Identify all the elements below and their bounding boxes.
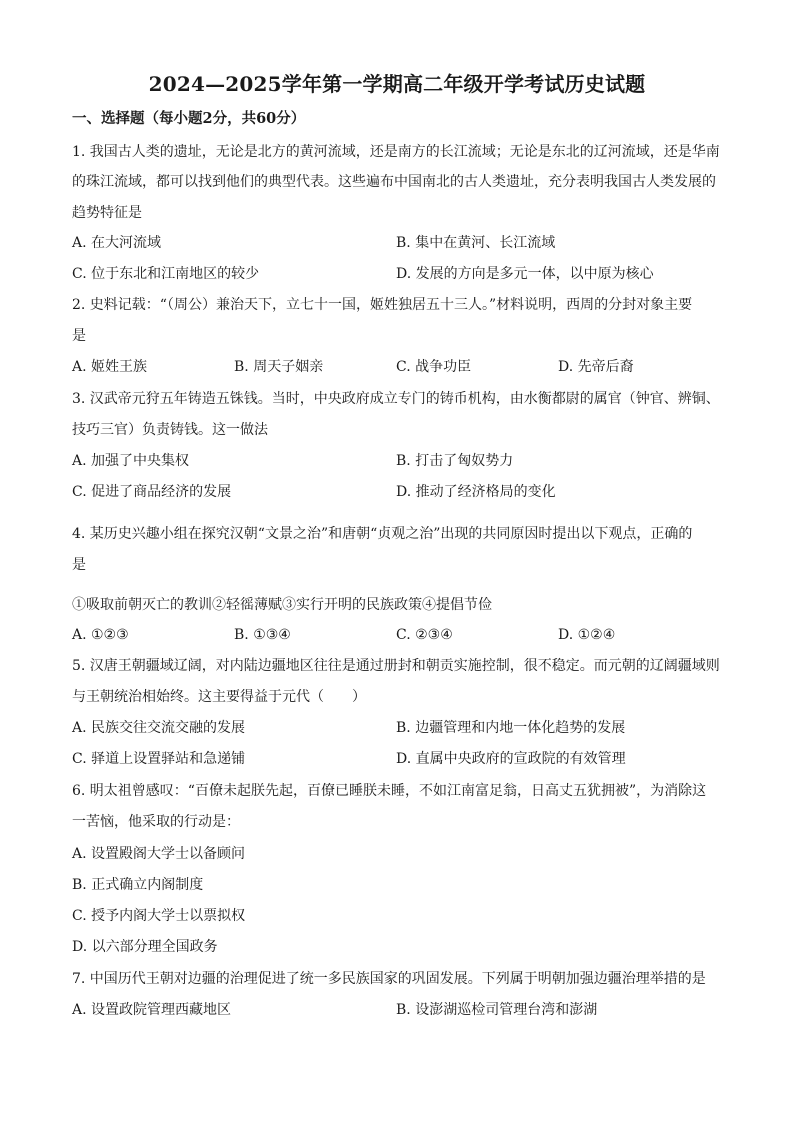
exam-title: 2024—2025学年第一学期高二年级开学考试历史试题 xyxy=(148,72,646,96)
question-6-option-d: D. 以六部分理全国政务 xyxy=(72,939,218,955)
question-3-option-b: B. 打击了匈奴势力 xyxy=(396,453,514,469)
question-3-option-d: D. 推动了经济格局的变化 xyxy=(396,484,556,500)
question-5-line-1: 5. 汉唐王朝疆域辽阔，对内陆边疆地区往往是通过册封和朝贡实施控制，很不稳定。而元朝的辽阔疆域则 xyxy=(72,658,720,674)
question-4-option-a: A. ①②③ xyxy=(72,627,129,643)
question-7-option-b: B. 设澎湖巡检司管理台湾和澎湖 xyxy=(396,1002,598,1018)
question-1-option-c: C. 位于东北和江南地区的较少 xyxy=(72,266,260,282)
question-3-line-1: 3. 汉武帝元狩五年铸造五铢钱。当时，中央政府成立专门的铸币机构，由水衡都尉的属官（钟官、辨铜、 xyxy=(72,391,720,407)
question-2-option-c: C. 战争功臣 xyxy=(396,359,472,375)
question-6-line-1: 6. 明太祖曾感叹：“百僚未起朕先起，百僚已睡朕未睡，不如江南富足翁，日高丈五犹拥被”，为消除这 xyxy=(72,783,707,799)
question-3-line-2: 技巧三官）负责铸钱。这一做法 xyxy=(72,422,268,438)
question-3-option-a: A. 加强了中央集权 xyxy=(72,453,190,469)
question-2-option-a: A. 姬姓王族 xyxy=(72,359,148,375)
question-7-line-1: 7. 中国历代王朝对边疆的治理促进了统一多民族国家的巩固发展。下列属于明朝加强边疆治理举措的是 xyxy=(72,971,706,987)
question-4-line-1: 4. 某历史兴趣小组在探究汉朝“文景之治”和唐朝“贞观之治”出现的共同原因时提出以下观点，正确的 xyxy=(72,526,693,542)
question-1-option-b: B. 集中在黄河、长江流域 xyxy=(396,235,556,251)
question-6-option-b: B. 正式确立内阁制度 xyxy=(72,877,204,893)
question-5-option-a: A. 民族交往交流交融的发展 xyxy=(72,720,246,736)
question-2-option-d: D. 先帝后裔 xyxy=(558,359,634,375)
question-2-line-2: 是 xyxy=(72,328,86,344)
question-5-option-c: C. 驿道上设置驿站和急递铺 xyxy=(72,751,246,767)
question-5-option-b: B. 边疆管理和内地一体化趋势的发展 xyxy=(396,720,626,736)
question-6-line-2: 一苦恼，他采取的行动是： xyxy=(72,814,240,830)
question-2-option-b: B. 周天子姻亲 xyxy=(234,359,324,375)
question-5-line-2: 与王朝统治相始终。这主要得益于元代（ ） xyxy=(72,689,366,705)
question-4-statements: ①吸取前朝灭亡的教训②轻徭薄赋③实行开明的民族政策④提倡节俭 xyxy=(72,597,492,613)
question-6-option-c: C. 授予内阁大学士以票拟权 xyxy=(72,908,246,924)
question-1-line-3: 趋势特征是 xyxy=(72,205,142,221)
question-1-line-2: 的珠江流域，都可以找到他们的典型代表。这些遍布中国南北的古人类遗址，充分表明我国古人类发展的 xyxy=(72,174,716,190)
question-6-option-a: A. 设置殿阁大学士以备顾问 xyxy=(72,846,246,862)
section-heading: 一、选择题（每小题2分，共60分） xyxy=(72,110,306,127)
question-3-option-c: C. 促进了商品经济的发展 xyxy=(72,484,232,500)
question-2-line-1: 2. 史料记载：“（周公）兼治天下，立七十一国，姬姓独居五十三人。”材料说明，西周的分封对象主要 xyxy=(72,297,693,313)
question-1-option-d: D. 发展的方向是多元一体，以中原为核心 xyxy=(396,266,654,282)
question-7-option-a: A. 设置政院管理西藏地区 xyxy=(72,1002,232,1018)
question-4-option-c: C. ②③④ xyxy=(396,627,453,643)
question-4-line-2: 是 xyxy=(72,557,86,573)
question-1-line-1: 1. 我国古人类的遗址，无论是北方的黄河流域，还是南方的长江流域；无论是东北的辽河流域，还是华南 xyxy=(72,144,720,160)
question-4-option-d: D. ①②④ xyxy=(558,627,616,643)
question-5-option-d: D. 直属中央政府的宣政院的有效管理 xyxy=(396,751,626,767)
question-4-option-b: B. ①③④ xyxy=(234,627,291,643)
question-1-option-a: A. 在大河流域 xyxy=(72,235,162,251)
